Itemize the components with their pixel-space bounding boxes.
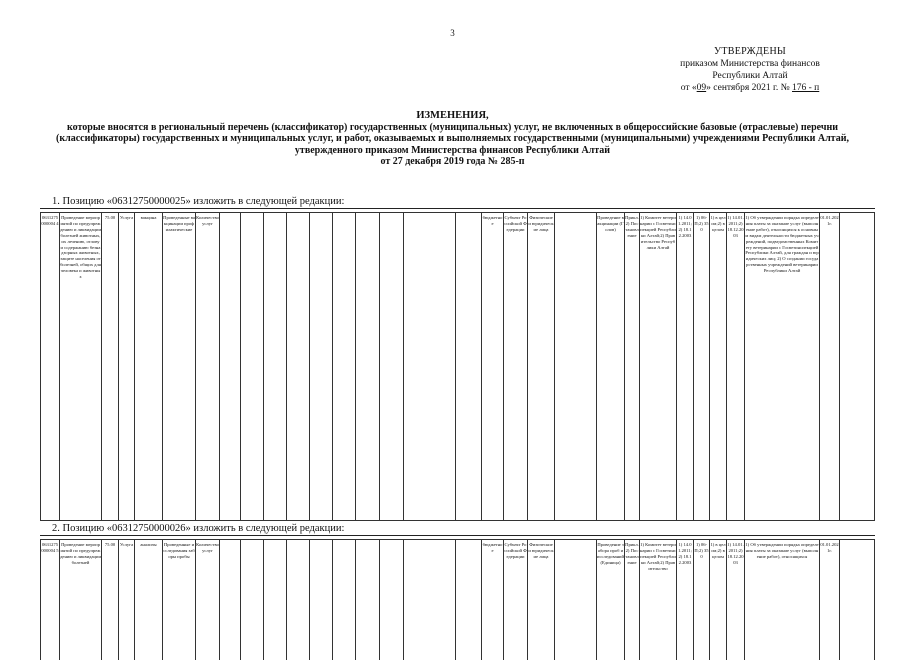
table-cell-act-issuer: 1) Комитет ветеринарии с Госветинспекцией Республики Алтай;2) Правительство [639,540,676,660]
table-cell-act-type: Прикл. 2) Постановление [624,540,639,660]
approval-date-mid: » сентября 2021 г. № [706,83,793,93]
table-cell-empty [219,540,240,660]
table-cell-consumers: Физические и юридические лица [527,213,554,520]
table-cell-empty [839,540,875,660]
table-cell-empty [554,213,596,520]
table-cell-empty [309,540,332,660]
table-cell-condition: Проведенные вакцинации профилактические [162,213,195,520]
page-number: 3 [450,28,455,38]
section-heading: 1. Позицию «06312750000025» изложить в следующей редакции: [40,196,875,209]
section-table [40,212,875,521]
table-cell-indicator: Количество услуг [195,540,219,660]
table-cell-volume-indicator: Проведение вакцинации (Голов) [596,213,624,520]
table-cell-okved: 75.00 [101,213,118,520]
table-cell-act-title: 1) Об утверждении порядка определения платы за оказание услуг (выполнение работ), относящихся [744,540,819,660]
table-cell-level: Субъект Российской Федерации [503,540,527,660]
table-cell-level: Субъект Российской Федерации [503,213,527,520]
table-cell-empty [379,213,403,520]
approval-date-prefix: от « [680,83,697,93]
table-cell-empty [263,540,286,660]
table-cell-act-title: 1) Об утверждении порядка определения платы за оказание услуг (выполнение работ), относящихся к основным видам деятельности бюджетных учреждений, подведомственных Комитету ветеринарии с Госветинспекцией Республики Алтай, для граждан и юридических лиц; 2) О создании государственных учреждений ветеринарии Республики Алтай [744,213,819,520]
table-cell-empty [403,213,455,520]
table-cell-code: 0631275000004 4 [41,215,59,226]
table-cell-content: вакцина [134,213,162,520]
table-cell-empty [379,540,403,660]
table-cell-act-clause: 1) в целом;2) в целом [709,213,726,520]
table-cell-empty [263,213,286,520]
table-cell-act-clause: 1) в целом;2) в целом [709,540,726,660]
table-cell-act-number: 1) 06-П;2) 350 [693,213,709,520]
approval-line-3 [630,82,870,94]
approval-line-1: приказом Министерства финансов [680,59,820,69]
table-cell-inclusion-date: 01.01.2021г. [819,540,839,660]
table-cell-empty [286,213,309,520]
section-1 [40,196,875,521]
table-cell-act-type: Прикл. 2) Постановление [624,213,639,520]
table-cell-empty [455,213,481,520]
table-cell-name: Проведение мероприятий по предупреждению и ликвидации болезней [59,540,101,660]
table-cell-kind: Услуга [118,540,134,660]
section-table [40,539,875,660]
approval-line-2: Республики Алтай [712,71,788,81]
table-cell-institution-type: бюджетное [481,213,503,520]
title-line-2: которые вносятся в региональный перечень (классификатор) государственных (муниципальных) услуг, не включенных в общероссийские базовые (отраслевые) перечни [66,121,838,133]
table-cell-empty [355,213,379,520]
section-heading: 2. Позицию «06312750000026» изложить в следующей редакции: [40,523,875,536]
table-cell-empty [332,213,355,520]
table-cell-act-effective: 1) 14.01.2011;2) 18.12.2003 [726,213,744,520]
table-cell-empty [309,213,332,520]
table-cell-consumers: Физические и юридические лица [527,540,554,660]
approval-day: 09 [696,83,707,93]
title-line-4: утвержденного приказом Министерства финансов Республики Алтай [294,144,611,156]
table-cell-volume-indicator: Проведение забора проб и исследований (Единица) [596,540,624,660]
table-cell-empty [332,540,355,660]
table-cell-kind: Услуга [118,213,134,520]
table-cell-act-date: 1) 14.01.2011;2) 18.12.2003 [676,540,693,660]
table-cell-content: анализы [134,540,162,660]
table-cell-empty [219,213,240,520]
table-cell-empty [286,540,309,660]
approval-order-number: 176 - п [792,83,820,93]
table-cell-act-number: 1) 06-П;2) 350 [693,540,709,660]
section-2 [40,523,875,660]
table-cell-inclusion-date: 01.01.2021г. [819,213,839,520]
table-cell-act-date: 1) 14.01.2011;2) 18.12.2003 [676,213,693,520]
table-cell-act-issuer: 1) Комитет ветеринарии с Госветинспекцией Республики Алтай;2) Правительство Республики Алтай [639,213,676,520]
table-cell-empty [240,213,263,520]
title-line-3: (классификаторы) государственных и муниципальных услуг, и работ, оказываемых и выполняемых государственными (муниципальными) учреждениями Республики Алтай, [56,133,849,144]
approval-heading: УТВЕРЖДЕНЫ [713,46,786,57]
table-cell-okved: 75.00 [101,540,118,660]
table-cell-empty [839,213,875,520]
table-cell-empty [403,540,455,660]
table-cell-code: 0631275000004 5 [41,542,59,553]
table-cell-empty [240,540,263,660]
table-cell-act-effective: 1) 14.01.2011;2) 18.12.2003 [726,540,744,660]
table-cell-empty [455,540,481,660]
table-cell-institution-type: бюджетное [481,540,503,660]
table-cell-name: Проведение мероприятий по предупреждению и ликвидации болезней животных, их лечению, отлову и содержанию безнадзорных животных, защите населения от болезней, общих для человека и животных [59,213,101,520]
approval-block [630,46,870,94]
table-cell-condition: Проведенные исследования заборы пробы [162,540,195,660]
title-line-1: ИЗМЕНЕНИЯ, [416,110,489,121]
document-title [0,110,905,168]
table-cell-empty [554,540,596,660]
table-cell-indicator: Количество услуг [195,213,219,520]
table-cell-empty [355,540,379,660]
title-line-5: от 27 декабря 2019 года № 285-п [380,156,525,167]
